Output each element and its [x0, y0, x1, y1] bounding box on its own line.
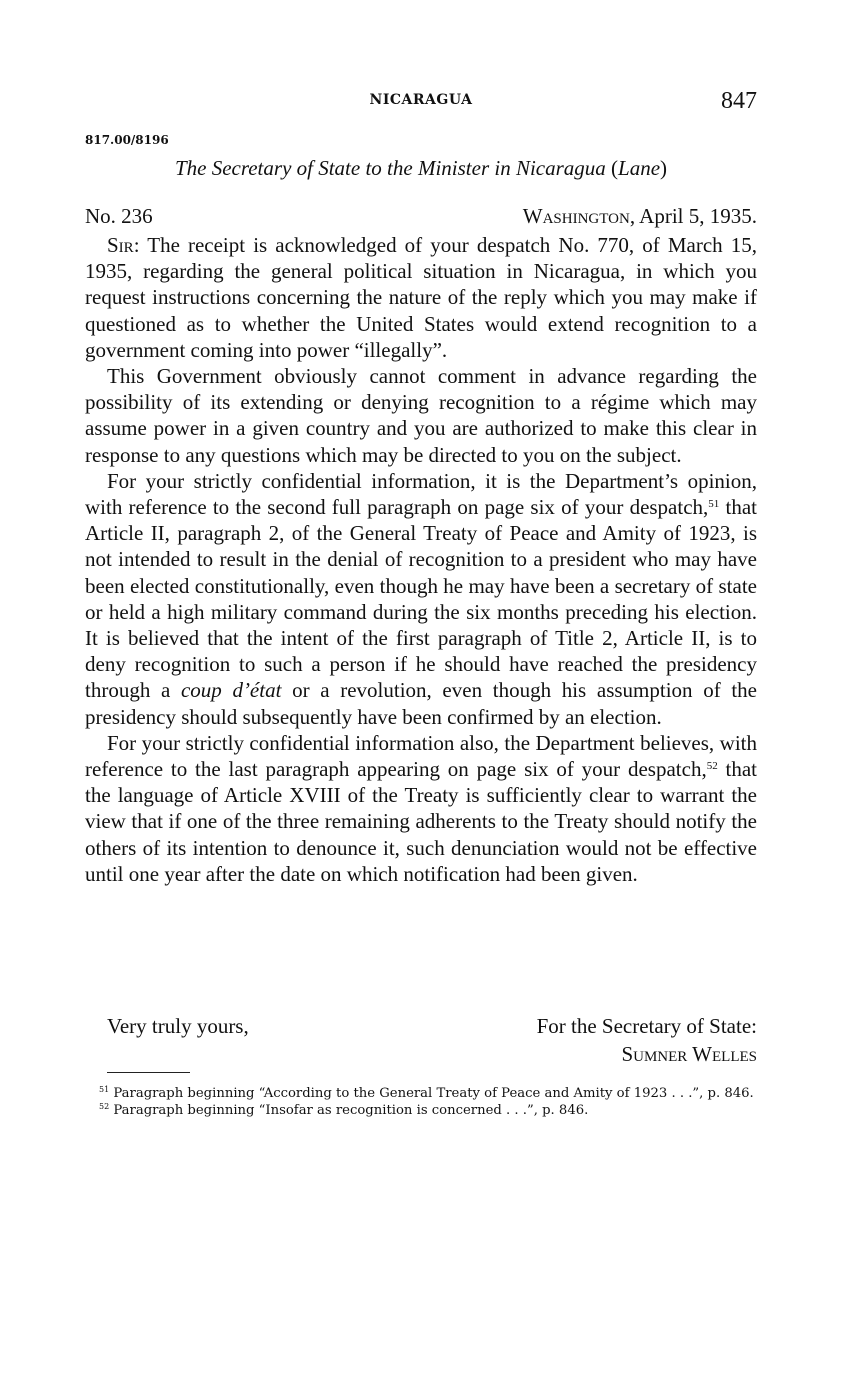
- footnote-text: Paragraph beginning “According to the General Treaty of Peace and Amity of 1923 . . .”, p. 846.: [109, 1086, 754, 1101]
- footnote-text: Paragraph beginning “Insofar as recognition is concerned . . .”, p. 846.: [109, 1102, 589, 1118]
- complimentary-close: Very truly yours,: [107, 1014, 249, 1038]
- footnote-divider: [107, 1072, 190, 1073]
- paragraph-2: This Government obviously cannot comment in advance regarding the possibility of its extending or denying recognition to a régime which may assume power in a given country and you are authorized to make this clear in response to any questions which may be directed to you on the subject.: [85, 364, 757, 467]
- letter-body: [85, 232, 757, 887]
- document-title: [85, 156, 757, 181]
- footnote-ref-51: 51: [708, 498, 720, 511]
- page-number: 847: [721, 88, 757, 114]
- letter-closing: [85, 1014, 757, 1070]
- paragraph-3-text-a: For your strictly confidential information, it is the Department’s opinion, with reference to the second full paragraph on page six of your despatch,: [85, 468, 757, 520]
- paragraph-4-text-a: For your strictly confidential information also, the Department believes, with reference to the last paragraph appearing on page six of your despatch,: [85, 730, 757, 782]
- document-title-text: The Secretary of State to the Minister in Nicaragua: [174, 156, 606, 180]
- footnote-52: [85, 1103, 757, 1120]
- paragraph-4-text-b: that the language of Article XVIII of the Treaty is sufficiently clear to warrant the view that if one of the three remaining adherents to the Treaty should notify the others of its intention to denounce it, such denunciation would not be effective until one year after the date on which notification had been given.: [85, 757, 757, 886]
- despatch-number: No. 236: [85, 204, 153, 228]
- title-paren-close: ): [660, 156, 668, 180]
- title-recipient-name: Lane: [618, 156, 661, 180]
- file-number: 817.00/8196: [85, 133, 169, 147]
- paragraph-3-text-c: or a revolution, even though his assumption of the presidency should subsequently have been confirmed by an election.: [85, 678, 758, 729]
- signature: Sumner Welles: [621, 1042, 757, 1066]
- paragraph-1: [85, 232, 757, 363]
- paragraph-3-text-b: that Article II, paragraph 2, of the General Treaty of Peace and Amity of 1923, is not intended to result in the denial of recognition to a president who may have been elected constitutionally, even though he may have been a secretary of state or held a high military command during the six months preceding his election. It is believed that the intent of the first paragraph of Title 2, Article II, is to deny recognition to such a person if he should have reached the presidency through a: [85, 495, 758, 703]
- running-title: NICARAGUA: [369, 92, 473, 108]
- date: , April 5, 1935.: [629, 204, 757, 228]
- footnote-51: [85, 1086, 757, 1103]
- paragraph-4: [85, 730, 757, 887]
- place-and-date: [523, 204, 757, 229]
- title-paren-open: (: [611, 156, 619, 180]
- footnote-marker: 52: [99, 1101, 110, 1111]
- paragraph-1-text: : The receipt is acknowledged of your despatch No. 770, of March 15, 1935, regarding the general political situation in Nicaragua, in which you request instructions concerning the nature of the reply which you may make if questioned as to whether the United States would extend recognition to a government coming into power “illegally”.: [85, 233, 757, 362]
- running-header: [85, 88, 757, 118]
- footnote-ref-52: 52: [706, 760, 718, 773]
- salutation: Sir: [107, 233, 134, 257]
- italic-phrase: coup d’état: [180, 678, 282, 703]
- for-secretary-line: For the Secretary of State:: [536, 1014, 757, 1038]
- footnotes: [85, 1086, 757, 1119]
- footnote-marker: 51: [99, 1085, 110, 1094]
- paragraph-3: [85, 468, 757, 730]
- place: Washington: [522, 204, 630, 228]
- dateline: [85, 204, 757, 230]
